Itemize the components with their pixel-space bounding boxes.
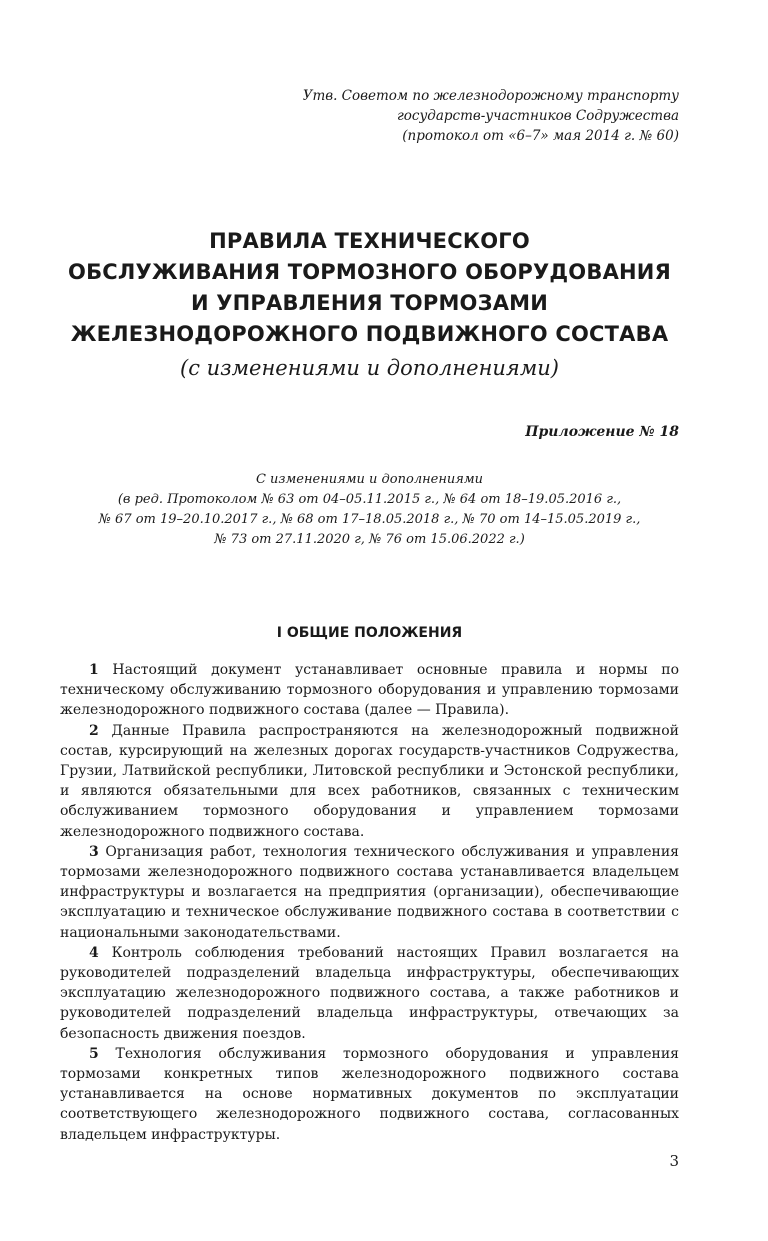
document-title [60, 226, 679, 384]
paragraph-number: 4 [89, 944, 99, 961]
page-number: 3 [669, 1152, 679, 1170]
body-text [60, 660, 679, 1145]
amendments-line: № 73 от 27.11.2020 г, № 76 от 15.06.2022 г.) [214, 532, 525, 547]
appendix-label: Приложение № 18 [525, 424, 679, 440]
paragraph-number: 3 [89, 843, 99, 860]
paragraph-number: 1 [89, 662, 99, 678]
approval-note [303, 86, 679, 146]
paragraph-number: 2 [89, 722, 99, 739]
document-page [60, 0, 679, 1241]
approval-line: (протокол от «6–7» мая 2014 г. № 60) [402, 128, 679, 144]
paragraph-text: Контроль соблюдения требований настоящих Правил возлагается на руководителей подразделений владельца инфраструктуры, обеспечивающих эксплуатацию железнодорожного подвижного состава, а также работников и руководителей подразделений владельца инфраструктуры, отвечающих за безопасность движения поездов. [60, 944, 679, 1042]
paragraph-text: Настоящий документ устанавливает основные правила и нормы по техническому обслуживанию тормозного оборудования и управлению тормозами железнодорожного подвижного состава (далее — Правила). [60, 662, 679, 719]
paragraph-text: Организация работ, технология технического обслуживания и управления тормозами железнодорожного подвижного состава устанавливается владельцем инфраструктуры и возлагается на предприятия (организации), обеспечивающие эксплуатацию и техническое обслуживание подвижного состава в соответствии с национальными законодательствами. [60, 843, 679, 941]
amendments-line: № 67 от 19–20.10.2017 г., № 68 от 17–18.05.2018 г., № 70 от 14–15.05.2019 г., [98, 512, 641, 527]
paragraph-text: Данные Правила распространяются на железнодорожный подвижной состав, курсирующий на железных дорогах государств-участников Содружества, Грузии, Латвийской республики, Литовской республики и Эстонской республики, и являются обязательными для всех работников, связанных с техническим обслуживанием тормозного оборудования и управлением тормозами железнодорожного подвижного состава. [60, 722, 679, 840]
amendments-line: (в ред. Протоколом № 63 от 04–05.11.2015 г., № 64 от 18–19.05.2016 г., [117, 492, 622, 507]
title-line: ЖЕЛЕЗНОДОРОЖНОГО ПОДВИЖНОГО СОСТАВА [70, 322, 669, 346]
paragraph [60, 660, 679, 721]
title-line: ПРАВИЛА ТЕХНИЧЕСКОГО [209, 229, 530, 253]
amendments-line: С изменениями и дополнениями [255, 472, 484, 487]
approval-line: государств-участников Содружества [396, 108, 679, 124]
amendments-note [60, 470, 679, 550]
paragraph [60, 842, 679, 943]
paragraph [60, 721, 679, 842]
document-subtitle: (с изменениями и дополнениями) [180, 356, 559, 380]
paragraph [60, 943, 679, 1044]
title-line: И УПРАВЛЕНИЯ ТОРМОЗАМИ [190, 291, 549, 315]
section-heading: I ОБЩИЕ ПОЛОЖЕНИЯ [276, 625, 463, 641]
approval-line: Утв. Советом по железнодорожному транспорту [302, 88, 679, 104]
paragraph-text: Технология обслуживания тормозного оборудования и управления тормозами конкретных типов железнодорожного подвижного состава устанавливается на основе нормативных документов по эксплуатации соответствующего железнодорожного подвижного состава, согласованных владельцем инфраструктуры. [60, 1045, 679, 1143]
paragraph [60, 1044, 679, 1145]
paragraph-number: 5 [89, 1045, 99, 1062]
title-line: ОБСЛУЖИВАНИЯ ТОРМОЗНОГО ОБОРУДОВАНИЯ [68, 260, 671, 284]
